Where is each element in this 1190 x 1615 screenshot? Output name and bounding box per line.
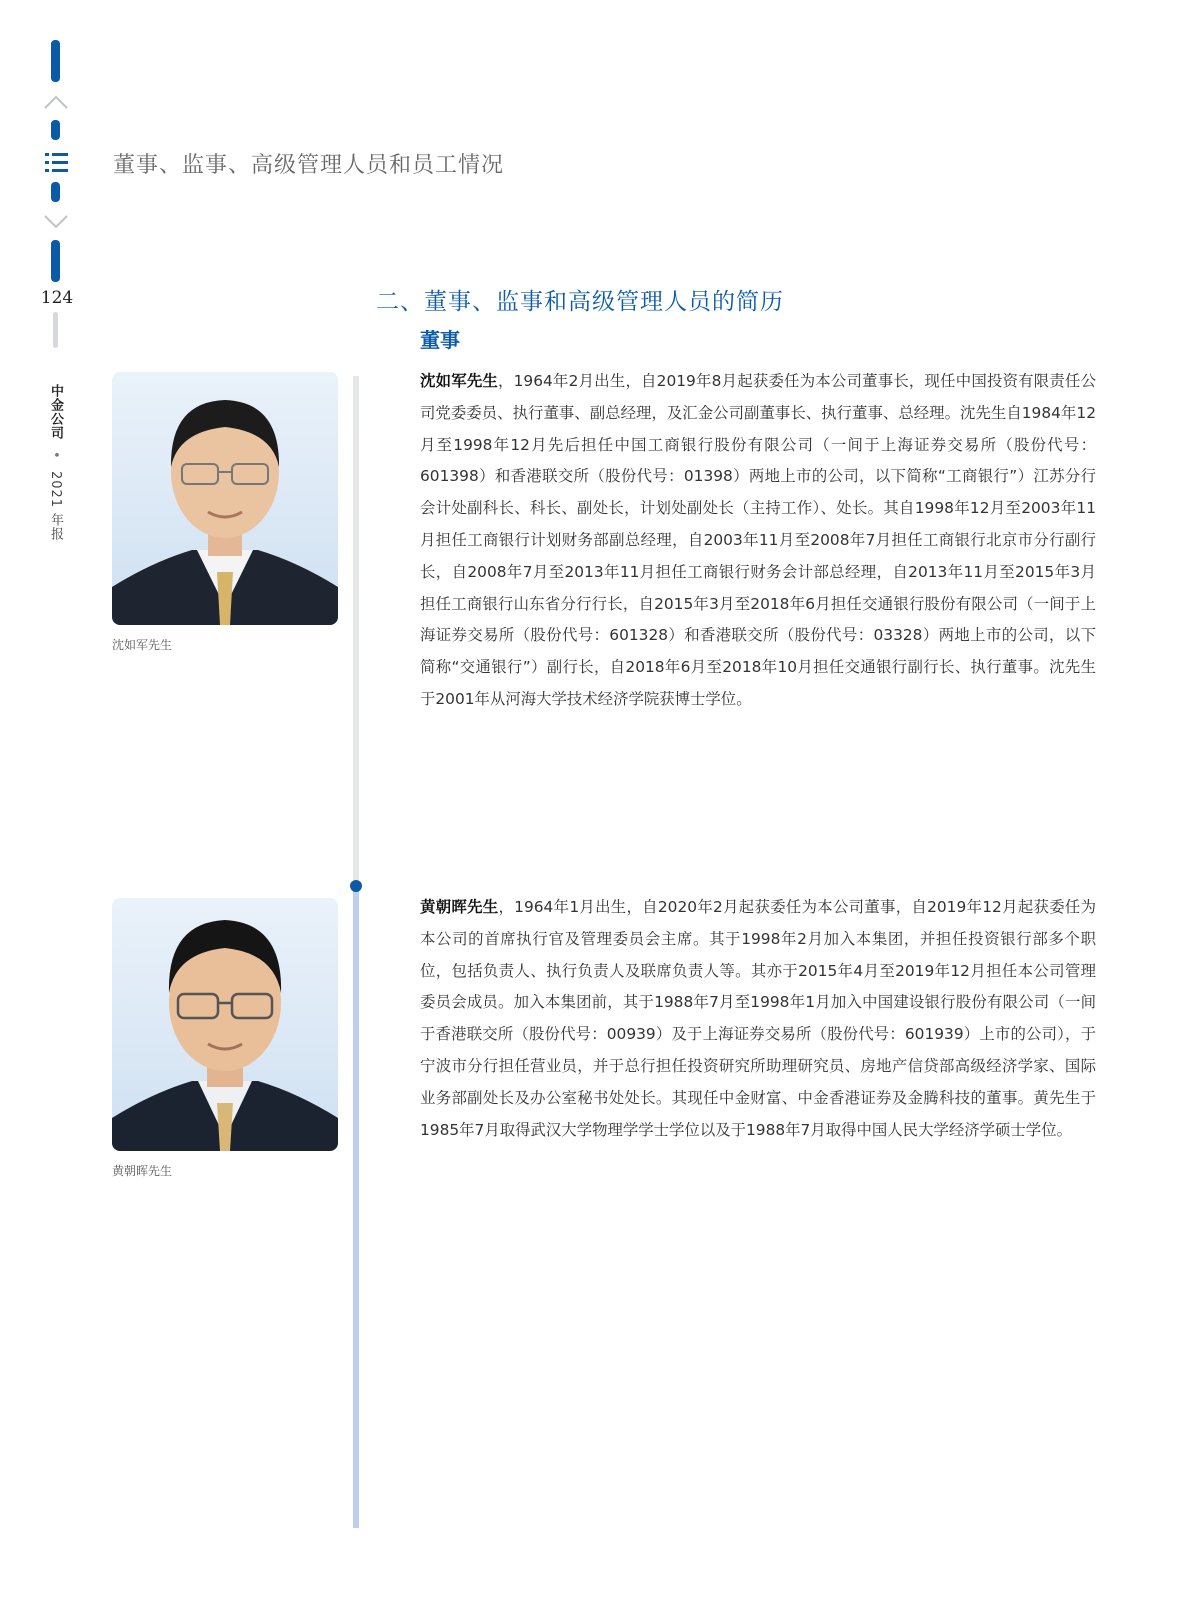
section-subtitle: 董事 [420,328,460,352]
chevron-down-icon[interactable] [41,212,71,232]
timeline-line [353,376,359,886]
timeline-marker [350,880,362,892]
person-name: 沈如军先生 [420,372,499,390]
portrait-photo [112,372,338,625]
portrait-photo [112,898,338,1151]
biography-body: ，1964年1月出生，自2020年2月起获委任为本公司董事，自2019年12月起获委任为本公司的首席执行官及管理委员会主席。其于1998年2月加入本集团，并担任投资银行部多个职位，包括负责人、执行负责人及联席负责人等。其亦于2015年4月至2019年12月担任本公司管理委员会成员。加入本集团前，其于1988年7月至1998年1月加入中国建设银行股份有限公司（一间于香港联交所（股份代号：00939）及于上海证券交易所（股份代号：601939）上市的公司），于宁波市分行担任营业员，并于总行担任投资研究所助理研究员、房地产信贷部高级经济学家、国际业务部副处长及办公室秘书处处长。其现任中金财富、中金香港证券及金腾科技的董事。黄先生于1985年7月取得武汉大学物理学学士学位以及于1988年7月取得中国人民大学经济学硕士学位。 [420,898,1096,1139]
page-number: 124 [40,288,74,308]
list-menu-icon[interactable] [44,150,70,176]
separator-dot: • [48,451,63,460]
biography-text [420,892,1096,1146]
nav-rail-segment [51,182,60,202]
biography-body: ，1964年2月出生，自2019年8月起获委任为本公司董事长，现任中国投资有限责任公司党委委员、执行董事、副总经理，及汇金公司副董事长、执行董事、总经理。沈先生自1984年12月至1998年12月先后担任中国工商银行股份有限公司（一间于上海证券交易所（股份代号：601398）和香港联交所（股份代号：01398）两地上市的公司，以下简称“工商银行”）江苏分行会计处副科长、科长、副处长，计划处副处长（主持工作）、处长。其自1998年12月至2003年11月担任工商银行计划财务部副总经理，自2003年11月至2008年7月担任工商银行北京市分行副行长，自2008年7月至2013年11月担任工商银行财务会计部总经理，自2013年11月至2015年3月担任工商银行山东省分行行长，自2015年3月至2018年6月担任交通银行股份有限公司（一间于上海证券交易所（股份代号：601328）和香港联交所（股份代号：03328）两地上市的公司，以下简称“交通银行”）副行长，自2018年6月至2018年10月担任交通银行副行长、执行董事。沈先生于2001年从河海大学技术经济学院获博士学位。 [420,372,1096,708]
chevron-up-icon[interactable] [41,92,71,112]
chapter-title: 董事、监事、高级管理人员和员工情况 [113,153,505,178]
nav-rail-segment [51,40,60,82]
portrait-caption: 沈如军先生 [112,638,173,652]
company-name: 中金公司 [48,384,63,440]
report-year: 2021 年报 [48,470,63,542]
report-label [46,384,65,541]
nav-rail-segment [53,312,58,348]
nav-rail-segment [51,120,60,140]
nav-rail-segment [51,240,60,282]
biography-text [420,366,1096,716]
section-title: 二、董事、监事和高级管理人员的简历 [376,289,784,315]
person-name: 黄朝晖先生 [420,898,499,916]
timeline-line-active [353,886,359,1528]
portrait-caption: 黄朝晖先生 [112,1164,173,1178]
